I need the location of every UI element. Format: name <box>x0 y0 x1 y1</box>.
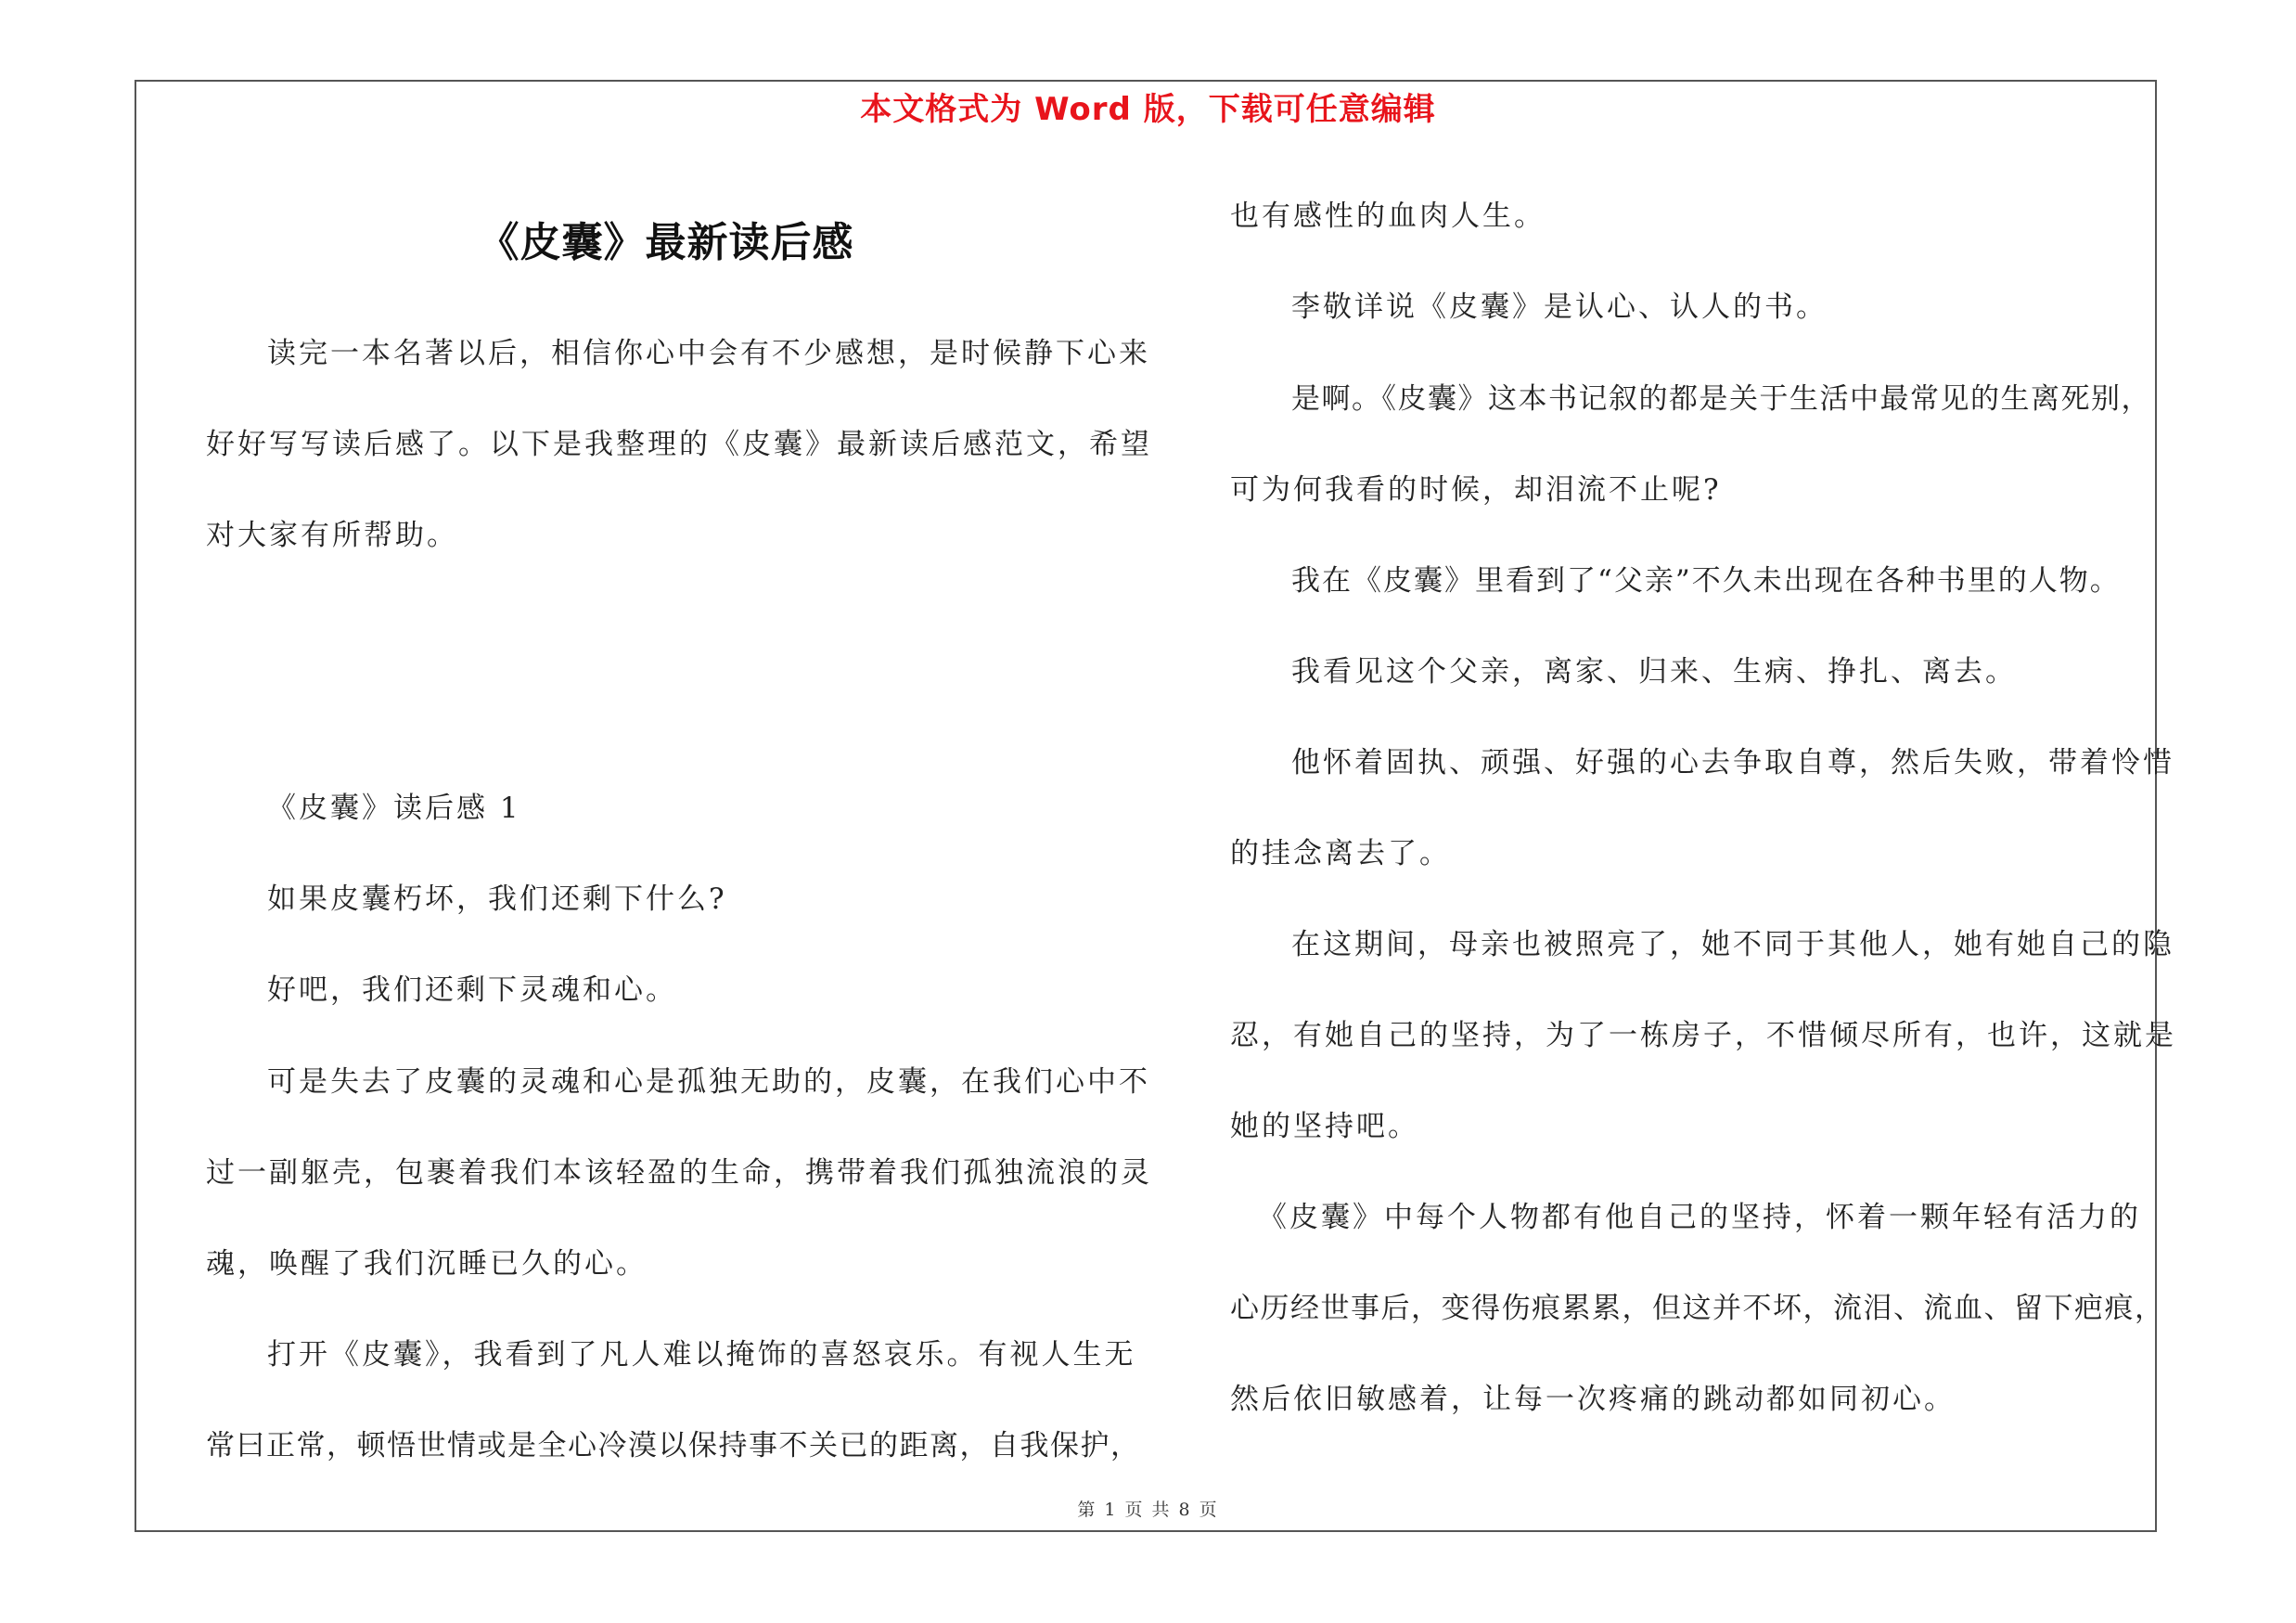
paragraph-line: 我看见这个父亲，离家、归来、生病、挣扎、离去。 <box>1291 655 2017 689</box>
format-notice-banner: 本文格式为 Word 版，下载可任意编辑 <box>860 91 1436 128</box>
paragraph-line: 的挂念离去了。 <box>1230 837 1451 870</box>
paragraph-line: 常曰正常，顿悟世情或是全心冷漠以保持事不关已的距离，自我保护， <box>206 1429 1141 1462</box>
paragraph-line: 对大家有所帮助。 <box>206 519 458 552</box>
paragraph-line: 可是失去了皮囊的灵魂和心是孤独无助的，皮囊，在我们心中不 <box>267 1065 1150 1099</box>
paragraph-line: 好吧，我们还剩下灵魂和心。 <box>267 973 677 1007</box>
paragraph-line: 魂，唤醒了我们沉睡已久的心。 <box>206 1247 648 1281</box>
document-title: 《皮囊》最新读后感 <box>478 219 854 266</box>
paragraph-line: 如果皮囊朽坏，我们还剩下什么? <box>267 882 727 916</box>
paragraph-line: 好好写写读后感了。以下是我整理的《皮囊》最新读后感范文，希望 <box>206 428 1152 461</box>
paragraph-line: 心历经世事后，变得伤痕累累，但这并不坏，流泪、流血、留下疤痕， <box>1230 1292 2165 1325</box>
paragraph-line: 忍，有她自己的坚持，为了一栋房子，不惜倾尽所有，也许，这就是 <box>1230 1019 2176 1052</box>
paragraph-line: 他怀着固执、顽强、好强的心去争取自尊，然后失败，带着怜惜 <box>1291 746 2174 779</box>
paragraph-line: 可为何我看的时候，却泪流不止呢? <box>1230 473 1722 507</box>
paragraph-line: 我在《皮囊》里看到了“父亲”不久未出现在各种书里的人物。 <box>1291 564 2121 598</box>
section-heading: 《皮囊》读后感 1 <box>267 792 521 825</box>
paragraph-line: 是啊。《皮囊》这本书记叙的都是关于生活中最常见的生离死别， <box>1291 382 2151 416</box>
paragraph-line: 也有感性的血肉人生。 <box>1230 200 1546 233</box>
paragraph-line: 李敬详说《皮囊》是认心、认人的书。 <box>1291 290 1828 324</box>
paragraph-line: 然后依旧敏感着，让每一次疼痛的跳动都如同初心。 <box>1230 1383 1956 1416</box>
paragraph-line: 在这期间，母亲也被照亮了，她不同于其他人，她有她自己的隐 <box>1291 928 2174 961</box>
paragraph-line: 过一副躯壳，包裹着我们本该轻盈的生命，携带着我们孤独流浪的灵 <box>206 1156 1152 1190</box>
paragraph-line: 《皮囊》中每个人物都有他自己的坚持，怀着一颗年轻有活力的 <box>1258 1201 2141 1234</box>
paragraph-line: 她的坚持吧。 <box>1230 1110 1419 1143</box>
page-number-footer: 第 1 页 共 8 页 <box>1077 1500 1219 1520</box>
paragraph-line: 读完一本名著以后，相信你心中会有不少感想，是时候静下心来 <box>267 337 1150 370</box>
paragraph-line: 打开《皮囊》，我看到了凡人难以掩饰的喜怒哀乐。有视人生无 <box>267 1338 1136 1372</box>
